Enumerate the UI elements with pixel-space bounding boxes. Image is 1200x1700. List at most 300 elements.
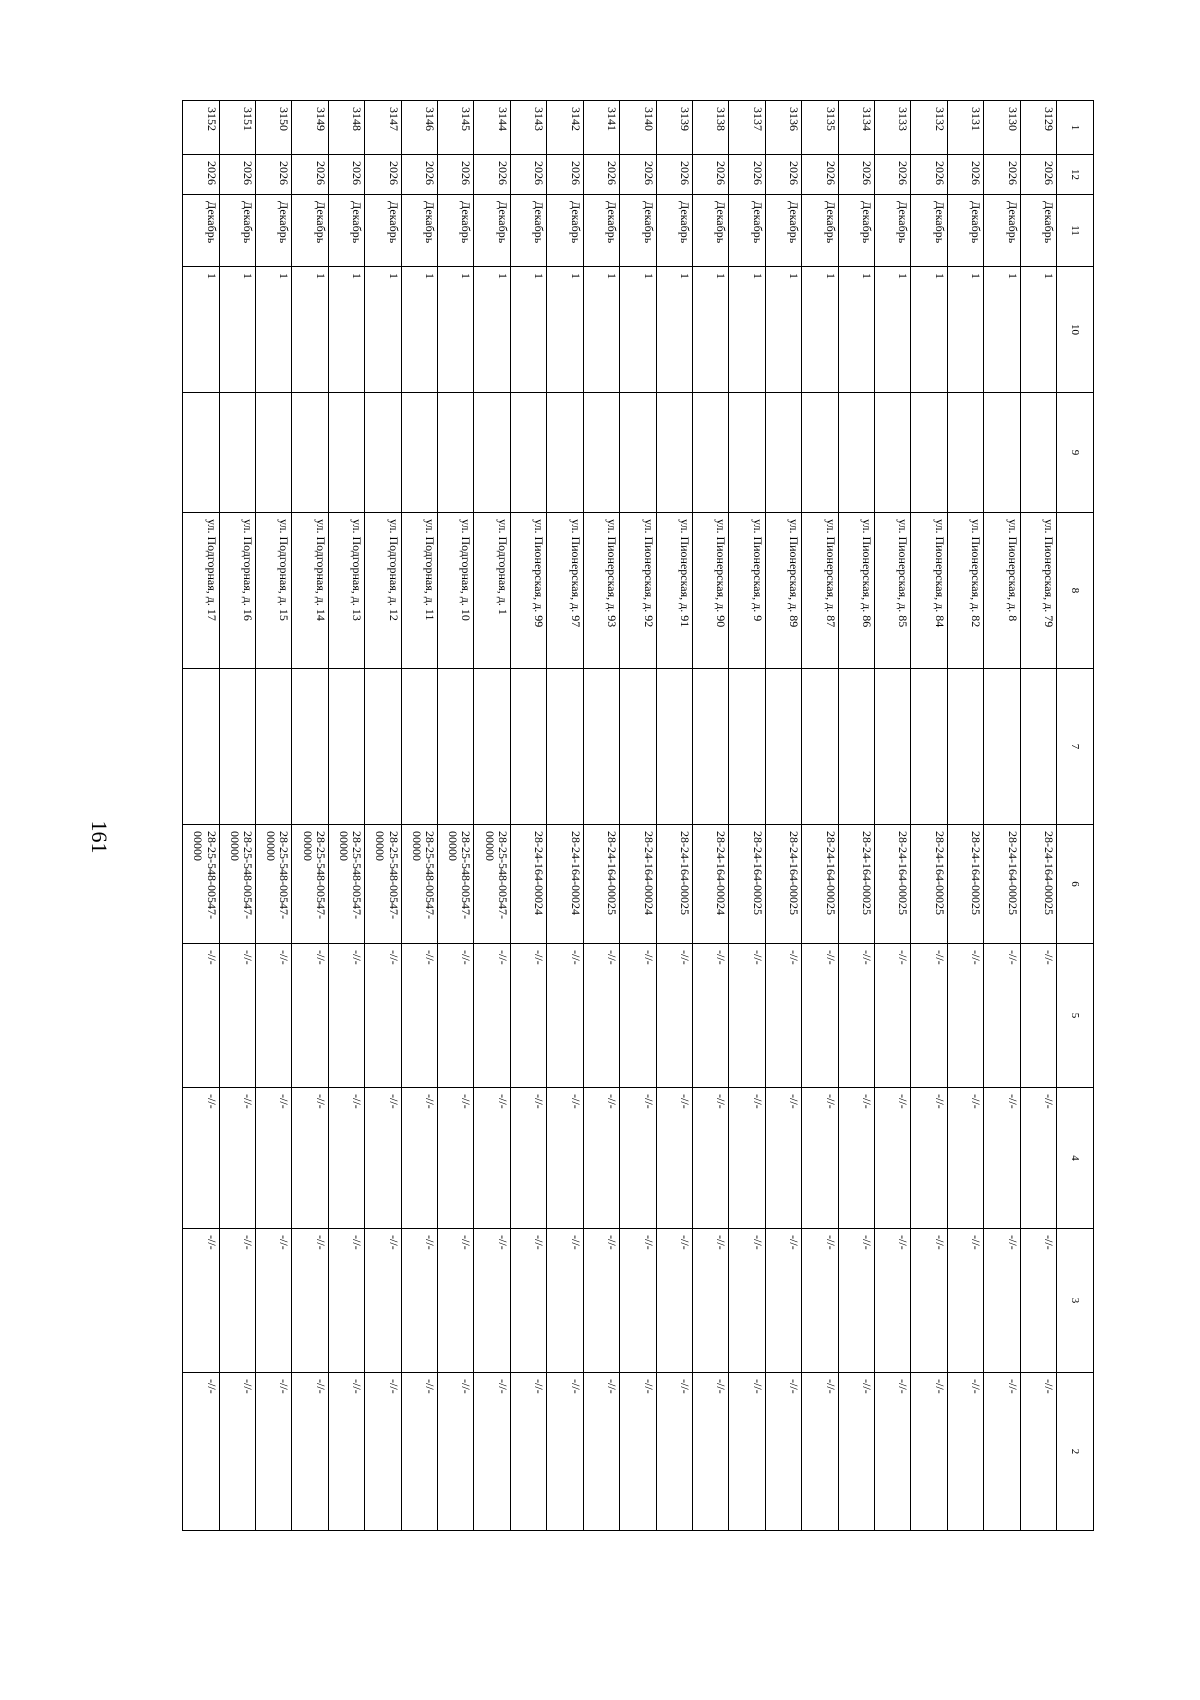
cell-col-8-address: ул. Пионерская, д. 79 [1020, 513, 1056, 669]
cell-col-8-address: ул. Подгорная, д. 13 [328, 513, 364, 669]
header-cell-col-12-year: 12 [1057, 155, 1094, 195]
table-row [620, 101, 656, 1531]
cell-col-5: -//- [328, 944, 364, 1088]
header-cell-col-3: 3 [1057, 1229, 1094, 1373]
cell-col-5: -//- [438, 944, 474, 1088]
cell-col-2: -//- [547, 1373, 583, 1531]
cell-col-12-year: 2026 [765, 155, 801, 195]
cell-col-5: -//- [292, 944, 328, 1088]
cell-col-2: -//- [1020, 1373, 1056, 1531]
cell-col-11-month: Декабрь [401, 195, 437, 267]
cell-col-12-year: 2026 [510, 155, 546, 195]
cell-col-11-month: Декабрь [365, 195, 401, 267]
cell-col-12-year: 2026 [183, 155, 220, 195]
cell-col-1-number: 3147 [365, 101, 401, 155]
cell-col-5: -//- [874, 944, 910, 1088]
cell-col-4: -//- [256, 1088, 292, 1229]
cell-col-4: -//- [692, 1088, 728, 1229]
cell-col-11-month: Декабрь [183, 195, 220, 267]
cell-col-7 [365, 669, 401, 825]
cell-col-6-cadastral: 28-25-548-00547-00000 [183, 825, 220, 944]
table-row [474, 101, 510, 1531]
cell-col-12-year: 2026 [547, 155, 583, 195]
cell-col-12-year: 2026 [365, 155, 401, 195]
cell-col-4: -//- [219, 1088, 255, 1229]
cell-col-12-year: 2026 [656, 155, 692, 195]
cell-col-5: -//- [984, 944, 1020, 1088]
cell-col-10-count: 1 [729, 267, 765, 393]
cell-col-8-address: ул. Пионерская, д. 97 [547, 513, 583, 669]
cell-col-1-number: 3134 [838, 101, 874, 155]
cell-col-3: -//- [438, 1229, 474, 1373]
cell-col-3: -//- [656, 1229, 692, 1373]
cell-col-10-count: 1 [547, 267, 583, 393]
cell-col-11-month: Декабрь [547, 195, 583, 267]
table-body [183, 101, 1057, 1531]
cell-col-4: -//- [729, 1088, 765, 1229]
cell-col-5: -//- [911, 944, 947, 1088]
cell-col-2: -//- [656, 1373, 692, 1531]
header-cell-col-8-address: 8 [1057, 513, 1094, 669]
cell-col-10-count: 1 [219, 267, 255, 393]
cell-col-1-number: 3138 [692, 101, 728, 155]
cell-col-3: -//- [911, 1229, 947, 1373]
table-row [183, 101, 220, 1531]
cell-col-6-cadastral: 28-24-164-00024 [620, 825, 656, 944]
cell-col-4: -//- [547, 1088, 583, 1229]
cell-col-2: -//- [328, 1373, 364, 1531]
cell-col-11-month: Декабрь [1020, 195, 1056, 267]
cell-col-2: -//- [583, 1373, 619, 1531]
cell-col-4: -//- [401, 1088, 437, 1229]
cell-col-6-cadastral: 28-25-548-00547-00000 [365, 825, 401, 944]
table-row [438, 101, 474, 1531]
table-row [838, 101, 874, 1531]
cell-col-10-count: 1 [1020, 267, 1056, 393]
cell-col-8-address: ул. Подгорная, д. 15 [256, 513, 292, 669]
cell-col-8-address: ул. Подгорная, д. 12 [365, 513, 401, 669]
cell-col-7 [328, 669, 364, 825]
cell-col-5: -//- [838, 944, 874, 1088]
cell-col-7 [292, 669, 328, 825]
table-row [729, 101, 765, 1531]
cell-col-4: -//- [802, 1088, 838, 1229]
cell-col-3: -//- [328, 1229, 364, 1373]
table-row [765, 101, 801, 1531]
cell-col-3: -//- [802, 1229, 838, 1373]
table-row [656, 101, 692, 1531]
cell-col-9 [292, 393, 328, 513]
table-row [692, 101, 728, 1531]
cell-col-6-cadastral: 28-24-164-00024 [692, 825, 728, 944]
cell-col-10-count: 1 [692, 267, 728, 393]
cell-col-12-year: 2026 [874, 155, 910, 195]
cell-col-8-address: ул. Подгорная, д. 17 [183, 513, 220, 669]
cell-col-8-address: ул. Пионерская, д. 92 [620, 513, 656, 669]
cell-col-10-count: 1 [947, 267, 983, 393]
header-row [1057, 101, 1094, 1531]
cell-col-1-number: 3133 [874, 101, 910, 155]
cell-col-9 [692, 393, 728, 513]
cell-col-3: -//- [292, 1229, 328, 1373]
cell-col-12-year: 2026 [802, 155, 838, 195]
table-row [874, 101, 910, 1531]
cell-col-2: -//- [510, 1373, 546, 1531]
cell-col-1-number: 3142 [547, 101, 583, 155]
cell-col-5: -//- [547, 944, 583, 1088]
cell-col-5: -//- [183, 944, 220, 1088]
cell-col-11-month: Декабрь [984, 195, 1020, 267]
cell-col-9 [911, 393, 947, 513]
cell-col-7 [947, 669, 983, 825]
cell-col-6-cadastral: 28-25-548-00547-00000 [474, 825, 510, 944]
cell-col-7 [583, 669, 619, 825]
cell-col-11-month: Декабрь [328, 195, 364, 267]
cell-col-10-count: 1 [401, 267, 437, 393]
cell-col-7 [183, 669, 220, 825]
cell-col-11-month: Декабрь [947, 195, 983, 267]
cell-col-8-address: ул. Пионерская, д. 84 [911, 513, 947, 669]
cell-col-3: -//- [874, 1229, 910, 1373]
cell-col-11-month: Декабрь [620, 195, 656, 267]
cell-col-6-cadastral: 28-25-548-00547-00000 [438, 825, 474, 944]
cell-col-5: -//- [1020, 944, 1056, 1088]
cell-col-4: -//- [620, 1088, 656, 1229]
cell-col-12-year: 2026 [729, 155, 765, 195]
cell-col-11-month: Декабрь [583, 195, 619, 267]
cell-col-6-cadastral: 28-24-164-00025 [1020, 825, 1056, 944]
cell-col-10-count: 1 [365, 267, 401, 393]
table-row [984, 101, 1020, 1531]
cell-col-6-cadastral: 28-24-164-00025 [911, 825, 947, 944]
cell-col-6-cadastral: 28-25-548-00547-00000 [401, 825, 437, 944]
cell-col-10-count: 1 [510, 267, 546, 393]
cell-col-1-number: 3141 [583, 101, 619, 155]
cell-col-7 [401, 669, 437, 825]
cell-col-8-address: ул. Пионерская, д. 91 [656, 513, 692, 669]
cell-col-12-year: 2026 [583, 155, 619, 195]
cell-col-9 [1020, 393, 1056, 513]
cell-col-4: -//- [947, 1088, 983, 1229]
cell-col-8-address: ул. Подгорная, д. 1 [474, 513, 510, 669]
cell-col-7 [620, 669, 656, 825]
cell-col-2: -//- [765, 1373, 801, 1531]
cell-col-9 [765, 393, 801, 513]
cell-col-12-year: 2026 [219, 155, 255, 195]
cell-col-8-address: ул. Подгорная, д. 10 [438, 513, 474, 669]
cell-col-7 [838, 669, 874, 825]
cell-col-9 [474, 393, 510, 513]
cell-col-7 [984, 669, 1020, 825]
cell-col-8-address: ул. Пионерская, д. 86 [838, 513, 874, 669]
cell-col-7 [656, 669, 692, 825]
cell-col-11-month: Декабрь [874, 195, 910, 267]
table-row [256, 101, 292, 1531]
cell-col-5: -//- [947, 944, 983, 1088]
table-row [328, 101, 364, 1531]
cell-col-3: -//- [365, 1229, 401, 1373]
cell-col-1-number: 3136 [765, 101, 801, 155]
cell-col-6-cadastral: 28-24-164-00024 [547, 825, 583, 944]
cell-col-5: -//- [365, 944, 401, 1088]
cell-col-2: -//- [292, 1373, 328, 1531]
cell-col-3: -//- [729, 1229, 765, 1373]
cell-col-3: -//- [838, 1229, 874, 1373]
cell-col-8-address: ул. Пионерская, д. 93 [583, 513, 619, 669]
header-cell-col-6-cadastral: 6 [1057, 825, 1094, 944]
header-cell-col-10-count: 10 [1057, 267, 1094, 393]
cell-col-6-cadastral: 28-24-164-00025 [947, 825, 983, 944]
cell-col-5: -//- [802, 944, 838, 1088]
cell-col-2: -//- [692, 1373, 728, 1531]
cell-col-6-cadastral: 28-24-164-00025 [874, 825, 910, 944]
cell-col-8-address: ул. Пионерская, д. 82 [947, 513, 983, 669]
cell-col-12-year: 2026 [474, 155, 510, 195]
cell-col-2: -//- [729, 1373, 765, 1531]
cell-col-1-number: 3145 [438, 101, 474, 155]
cell-col-4: -//- [474, 1088, 510, 1229]
cell-col-1-number: 3152 [183, 101, 220, 155]
cell-col-4: -//- [365, 1088, 401, 1229]
header-cell-col-4: 4 [1057, 1088, 1094, 1229]
cell-col-7 [1020, 669, 1056, 825]
page-number: 161 [87, 820, 112, 854]
table-row [401, 101, 437, 1531]
cell-col-9 [984, 393, 1020, 513]
header-cell-col-1-number: 1 [1057, 101, 1094, 155]
table-row [911, 101, 947, 1531]
cell-col-11-month: Декабрь [656, 195, 692, 267]
cell-col-8-address: ул. Подгорная, д. 14 [292, 513, 328, 669]
table-row [219, 101, 255, 1531]
cell-col-7 [219, 669, 255, 825]
cell-col-4: -//- [656, 1088, 692, 1229]
cell-col-7 [802, 669, 838, 825]
table-row [547, 101, 583, 1531]
cell-col-9 [802, 393, 838, 513]
cell-col-5: -//- [583, 944, 619, 1088]
header-cell-col-11-month: 11 [1057, 195, 1094, 267]
header-cell-col-9: 9 [1057, 393, 1094, 513]
header-cell-col-7: 7 [1057, 669, 1094, 825]
cell-col-6-cadastral: 28-24-164-00025 [802, 825, 838, 944]
cell-col-2: -//- [984, 1373, 1020, 1531]
cell-col-12-year: 2026 [911, 155, 947, 195]
cell-col-3: -//- [474, 1229, 510, 1373]
cell-col-1-number: 3135 [802, 101, 838, 155]
table-row [583, 101, 619, 1531]
cell-col-8-address: ул. Подгорная, д. 11 [401, 513, 437, 669]
cell-col-5: -//- [729, 944, 765, 1088]
cell-col-12-year: 2026 [401, 155, 437, 195]
cell-col-7 [474, 669, 510, 825]
cell-col-5: -//- [256, 944, 292, 1088]
cell-col-12-year: 2026 [692, 155, 728, 195]
cell-col-1-number: 3130 [984, 101, 1020, 155]
cell-col-2: -//- [219, 1373, 255, 1531]
rotated-table-container [182, 100, 1094, 1530]
cell-col-8-address: ул. Подгорная, д. 16 [219, 513, 255, 669]
cell-col-10-count: 1 [620, 267, 656, 393]
cell-col-3: -//- [510, 1229, 546, 1373]
cell-col-9 [183, 393, 220, 513]
header-cell-col-5: 5 [1057, 944, 1094, 1088]
table-row [1020, 101, 1056, 1531]
cell-col-5: -//- [401, 944, 437, 1088]
cell-col-11-month: Декабрь [474, 195, 510, 267]
cell-col-6-cadastral: 28-25-548-00547-00000 [292, 825, 328, 944]
cell-col-3: -//- [401, 1229, 437, 1373]
cell-col-5: -//- [765, 944, 801, 1088]
cell-col-9 [620, 393, 656, 513]
cell-col-7 [256, 669, 292, 825]
cell-col-8-address: ул. Пионерская, д. 87 [802, 513, 838, 669]
cell-col-3: -//- [583, 1229, 619, 1373]
cell-col-1-number: 3137 [729, 101, 765, 155]
cell-col-10-count: 1 [328, 267, 364, 393]
cell-col-7 [547, 669, 583, 825]
cell-col-3: -//- [692, 1229, 728, 1373]
cell-col-6-cadastral: 28-24-164-00024 [510, 825, 546, 944]
cell-col-10-count: 1 [765, 267, 801, 393]
cell-col-6-cadastral: 28-24-164-00025 [838, 825, 874, 944]
cell-col-3: -//- [547, 1229, 583, 1373]
cell-col-8-address: ул. Пионерская, д. 90 [692, 513, 728, 669]
cell-col-1-number: 3139 [656, 101, 692, 155]
cell-col-9 [729, 393, 765, 513]
cell-col-12-year: 2026 [947, 155, 983, 195]
cell-col-6-cadastral: 28-25-548-00547-00000 [328, 825, 364, 944]
cell-col-8-address: ул. Пионерская, д. 99 [510, 513, 546, 669]
cell-col-3: -//- [183, 1229, 220, 1373]
cell-col-11-month: Декабрь [219, 195, 255, 267]
cell-col-9 [838, 393, 874, 513]
table-row [802, 101, 838, 1531]
cell-col-11-month: Декабрь [765, 195, 801, 267]
cell-col-1-number: 3144 [474, 101, 510, 155]
cell-col-1-number: 3148 [328, 101, 364, 155]
header-cell-col-2: 2 [1057, 1373, 1094, 1531]
cell-col-11-month: Декабрь [802, 195, 838, 267]
cell-col-7 [874, 669, 910, 825]
cell-col-3: -//- [947, 1229, 983, 1373]
cell-col-11-month: Декабрь [911, 195, 947, 267]
cell-col-4: -//- [328, 1088, 364, 1229]
cell-col-2: -//- [438, 1373, 474, 1531]
cell-col-4: -//- [1020, 1088, 1056, 1229]
cell-col-2: -//- [365, 1373, 401, 1531]
cell-col-11-month: Декабрь [838, 195, 874, 267]
cell-col-11-month: Декабрь [692, 195, 728, 267]
cell-col-10-count: 1 [183, 267, 220, 393]
table-row [292, 101, 328, 1531]
cell-col-9 [438, 393, 474, 513]
cell-col-1-number: 3140 [620, 101, 656, 155]
cell-col-9 [510, 393, 546, 513]
cell-col-3: -//- [620, 1229, 656, 1373]
table-row [947, 101, 983, 1531]
cell-col-5: -//- [656, 944, 692, 1088]
cell-col-10-count: 1 [802, 267, 838, 393]
cell-col-9 [219, 393, 255, 513]
cell-col-9 [874, 393, 910, 513]
cell-col-7 [729, 669, 765, 825]
cell-col-2: -//- [620, 1373, 656, 1531]
cell-col-10-count: 1 [656, 267, 692, 393]
cell-col-11-month: Декабрь [510, 195, 546, 267]
cell-col-3: -//- [219, 1229, 255, 1373]
cell-col-12-year: 2026 [256, 155, 292, 195]
cell-col-4: -//- [183, 1088, 220, 1229]
data-table [182, 100, 1094, 1531]
cell-col-6-cadastral: 28-24-164-00025 [656, 825, 692, 944]
cell-col-9 [583, 393, 619, 513]
cell-col-2: -//- [911, 1373, 947, 1531]
cell-col-3: -//- [765, 1229, 801, 1373]
cell-col-10-count: 1 [438, 267, 474, 393]
cell-col-11-month: Декабрь [256, 195, 292, 267]
cell-col-10-count: 1 [874, 267, 910, 393]
table-row [365, 101, 401, 1531]
cell-col-9 [256, 393, 292, 513]
cell-col-10-count: 1 [256, 267, 292, 393]
cell-col-1-number: 3132 [911, 101, 947, 155]
cell-col-12-year: 2026 [328, 155, 364, 195]
cell-col-4: -//- [984, 1088, 1020, 1229]
cell-col-5: -//- [474, 944, 510, 1088]
cell-col-5: -//- [219, 944, 255, 1088]
cell-col-10-count: 1 [583, 267, 619, 393]
cell-col-9 [401, 393, 437, 513]
cell-col-10-count: 1 [984, 267, 1020, 393]
cell-col-9 [547, 393, 583, 513]
cell-col-1-number: 3129 [1020, 101, 1056, 155]
cell-col-5: -//- [510, 944, 546, 1088]
cell-col-7 [438, 669, 474, 825]
cell-col-5: -//- [692, 944, 728, 1088]
cell-col-10-count: 1 [911, 267, 947, 393]
cell-col-3: -//- [1020, 1229, 1056, 1373]
cell-col-12-year: 2026 [292, 155, 328, 195]
cell-col-7 [911, 669, 947, 825]
cell-col-7 [510, 669, 546, 825]
cell-col-2: -//- [401, 1373, 437, 1531]
cell-col-1-number: 3146 [401, 101, 437, 155]
cell-col-6-cadastral: 28-25-548-00547-00000 [219, 825, 255, 944]
cell-col-11-month: Декабрь [729, 195, 765, 267]
cell-col-2: -//- [874, 1373, 910, 1531]
cell-col-1-number: 3151 [219, 101, 255, 155]
cell-col-12-year: 2026 [984, 155, 1020, 195]
cell-col-1-number: 3143 [510, 101, 546, 155]
cell-col-8-address: ул. Пионерская, д. 85 [874, 513, 910, 669]
cell-col-4: -//- [292, 1088, 328, 1229]
cell-col-9 [656, 393, 692, 513]
cell-col-8-address: ул. Пионерская, д. 9 [729, 513, 765, 669]
cell-col-1-number: 3149 [292, 101, 328, 155]
cell-col-3: -//- [256, 1229, 292, 1373]
cell-col-12-year: 2026 [1020, 155, 1056, 195]
cell-col-6-cadastral: 28-25-548-00547-00000 [256, 825, 292, 944]
cell-col-4: -//- [911, 1088, 947, 1229]
cell-col-10-count: 1 [838, 267, 874, 393]
cell-col-4: -//- [510, 1088, 546, 1229]
cell-col-6-cadastral: 28-24-164-00025 [583, 825, 619, 944]
cell-col-8-address: ул. Пионерская, д. 8 [984, 513, 1020, 669]
cell-col-10-count: 1 [474, 267, 510, 393]
cell-col-12-year: 2026 [838, 155, 874, 195]
cell-col-2: -//- [183, 1373, 220, 1531]
